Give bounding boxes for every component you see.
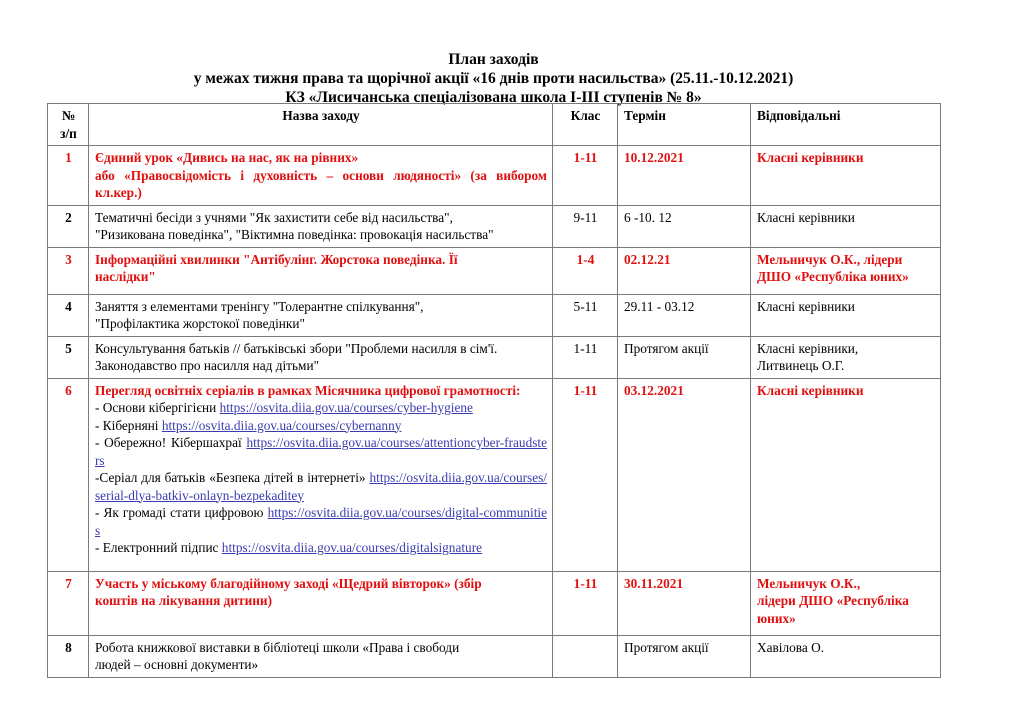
link-item-label: - Основи кібергігієни [95,400,220,415]
row-name-line: Законодавство про насилля над дітьми" [95,358,320,373]
plan-table [47,103,941,678]
row-responsible-line: ДШО «Республіка юних» [757,269,909,284]
table-row [48,146,941,206]
table-row [48,336,941,378]
row-responsible-line: лідери ДШО «Республіка [757,593,909,608]
row-class: 1-4 [553,247,618,294]
row-responsible: Класні керівники [751,378,941,571]
heading-line-2: у межах тижня права та щорічної акції «16 днів проти насильства» (25.11.-10.12.2021) [193,70,794,87]
header-term: Термін [618,104,751,146]
row-class: 5-11 [553,294,618,336]
course-link[interactable]: https://osvita.diia.gov.ua/courses/digital-communities [95,505,547,538]
course-link[interactable]: https://osvita.diia.gov.ua/courses/digitalsignature [221,540,483,555]
row-responsible [751,571,941,635]
link-item-label: - Електронний підпис [95,540,222,555]
row-responsible-line: Литвинець О.Г. [757,358,845,373]
row-number: 2 [48,205,89,247]
row-class: 9-11 [553,205,618,247]
table-row [48,378,941,571]
row-term: 30.11.2021 [618,571,751,635]
row-name [89,205,553,247]
row-term: 03.12.2021 [618,378,751,571]
row-name-line: "Ризикована поведінка", "Віктимна поведінка: провокація насильства" [95,227,494,242]
row-name [89,294,553,336]
row-name-line: наслідки" [95,269,156,284]
row-name-line: коштів на лікування дитини) [95,593,273,608]
link-item [95,417,547,435]
row-number: 7 [48,571,89,635]
row-name-title: Перегляд освітніх серіалів в рамках Місячника цифрової грамотності: [95,382,521,398]
row-class: 1-11 [553,571,618,635]
link-item-label: - Обережно! Кібершахраї [95,435,247,450]
row-number: 1 [48,146,89,206]
link-item [95,434,547,469]
table-row [48,205,941,247]
document-heading [47,50,940,107]
table-header-row [48,104,941,146]
row-class: 1-11 [553,378,618,571]
row-name-line: Єдиний урок «Дивись на нас, як на рівних» [95,150,359,165]
heading-line-1: План заходів [448,51,539,68]
row-name-line: Участь у міському благодійному заході «Щедрий вівторок» (збір [95,575,482,591]
table-body [48,146,941,678]
link-item [95,469,547,504]
heading-line-3: КЗ «Лисичанська спеціалізована школа I-III ступенів № 8» [285,89,702,106]
table-head [48,104,941,146]
row-term: Протягом акції [618,635,751,677]
course-link[interactable]: https://osvita.diia.gov.ua/courses/attentioncyber-fraudsters [95,435,547,468]
row-term: 02.12.21 [618,247,751,294]
link-item [95,399,547,417]
row-number: 3 [48,247,89,294]
row-class: 1-11 [553,336,618,378]
header-responsible: Відповідальні [751,104,941,146]
link-item [95,504,547,539]
row-responsible [751,336,941,378]
row-name-line: "Профілактика жорстокої поведінки" [95,316,305,331]
row-name [89,336,553,378]
table-row [48,571,941,635]
header-num [48,104,89,146]
row-number: 6 [48,378,89,571]
row-name-line: Консультування батьків // батьківські збори "Проблеми насилля в сім'ї. [95,340,498,356]
link-item-label: - Кіберняні [95,417,162,433]
row-responsible: Класні керівники [751,294,941,336]
row-number: 4 [48,294,89,336]
link-item-label: -Серіал для батьків «Безпека дітей в інтернеті» [95,470,370,485]
row-name [89,571,553,635]
row-name-line: людей – основні документи» [95,657,259,672]
table-row [48,635,941,677]
row-name [89,635,553,677]
row-name [89,378,553,571]
table-row [48,247,941,294]
row-name-line: або «Правосвідомість і духовність – основи людяності» (за вибором кл.кер.) [95,167,547,200]
course-link[interactable]: https://osvita.diia.gov.ua/courses/cyber-hygiene [219,400,473,415]
row-responsible: Хавілова О. [751,635,941,677]
row-name-line: Робота книжкової виставки в бібліотеці школи «Права і свободи [95,639,460,655]
course-link[interactable]: https://osvita.diia.gov.ua/courses/cybernanny [161,417,402,433]
course-link[interactable]: https://osvita.diia.gov.ua/courses/serial-dlya-batkiv-onlayn-bezpekaditey [95,470,547,503]
row-class [553,635,618,677]
row-name [89,146,553,206]
row-term: 6 -10. 12 [618,205,751,247]
row-responsible: Класні керівники [751,146,941,206]
row-responsible-line: Мельничук О.К., [757,575,861,591]
row-term: 10.12.2021 [618,146,751,206]
row-name [89,247,553,294]
header-num-line1: № [61,108,76,123]
row-number: 8 [48,635,89,677]
row-number: 5 [48,336,89,378]
row-responsible: Класні керівники [751,205,941,247]
row-name-line: Інформаційні хвилинки "Антібулінг. Жорстока поведінка. Її [95,251,458,267]
link-item [95,539,547,557]
row-term: Протягом акції [618,336,751,378]
header-num-line2: з/п [60,125,77,141]
row-responsible [751,247,941,294]
table-row [48,294,941,336]
row-responsible-line: юних» [757,610,796,626]
row-responsible-line: Класні керівники, [757,340,859,356]
row-term: 29.11 - 03.12 [618,294,751,336]
row-name-line: Тематичні бесіди з учнями "Як захистити себе від насильства", [95,209,453,225]
row-name-line: Заняття з елементами тренінгу "Толерантне спілкування", [95,298,424,314]
row-class: 1-11 [553,146,618,206]
header-name: Назва заходу [89,104,553,146]
header-class: Клас [553,104,618,146]
row-responsible-line: Мельничук О.К., лідери [757,251,903,267]
link-item-label: - Як громаді стати цифровою [95,505,268,520]
